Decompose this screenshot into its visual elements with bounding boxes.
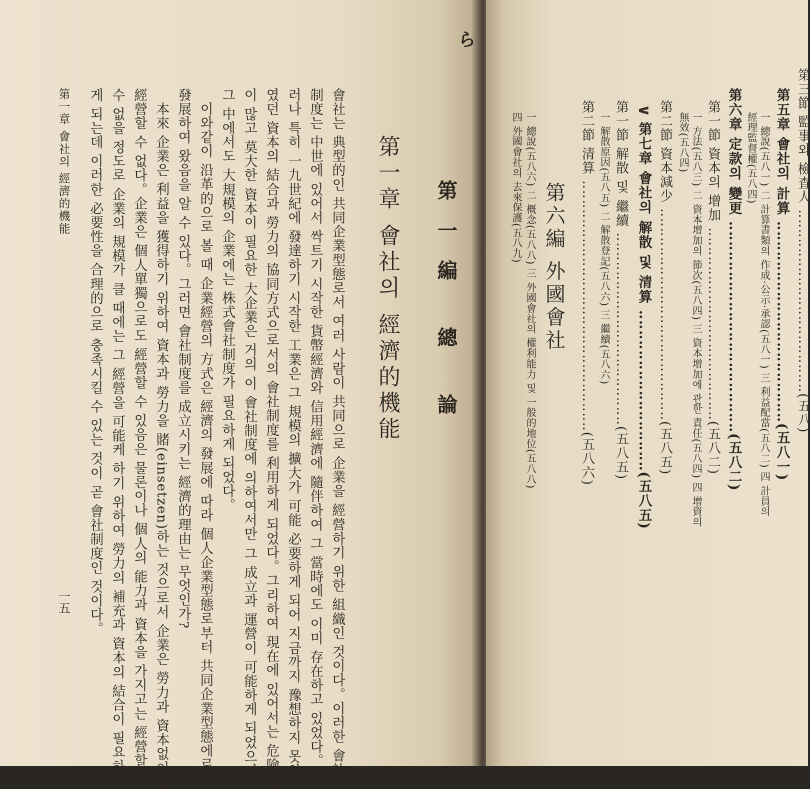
running-head: 第一章 會社의 經濟的機能 [57,88,72,235]
toc-entry: 一 方法(五八三) 二 資本增加의 節次(五八四) 三 資本增加에 관한 責任(五八四) 四 增資의 [690,112,701,528]
toc-entry: 無效(五八四) [677,112,688,173]
toc-entry: 一 總說(五八六) 二 概念(五八八) 三 外國會社의 權利能力 및 一般的地位(五八八) [524,112,535,489]
paragraph-line: 本來 企業은 利益을 獲得하기 위하여 資本과 勞力을 賭(einsetzen)하는 것으로서 企業은 勞力과 資本없이는 [153,102,169,789]
toc-entry: 一 總說(五八一) 二 計算書類의 作成·公示·承認(五八一) 三 利益配當(五八二) 四 計員의 [758,112,769,517]
page-number: 一五 [57,590,71,614]
part-heading: 第一編 總 論 [434,180,458,434]
toc-entry: 第六章 定款의 變更 ‥‥‥‥‥‥‥‥‥‥‥‥‥‥‥‥‥‥‥‥‥(五八二) [725,88,742,492]
paragraph-line: 였던 資本의 結合과 勞力의 協同方式으로서의 會社制度를 利用하게 되었다。그리하여 現在에 있어서는 危險性 [263,88,279,787]
handwritten-mark: ら [455,30,476,48]
paragraph-line: 그 中에서도 大規模의 企業에는 株式會社制度가 필요하게 되었다。 [219,88,235,513]
toc-entry: 第二節 資本減少 ‥‥‥‥‥‥‥‥‥‥‥‥‥‥‥‥‥‥‥‥‥‥(五八五) [657,100,672,476]
toc-entry: 第三節 監事와 檢査人 ‥‥‥‥‥‥‥‥‥‥‥‥‥‥‥‥‥‥‥(五八) [795,68,810,434]
toc-part-heading: 第六編 外國會社 [542,182,566,353]
paragraph-line: 經營할 수 없다。企業은 個人單獨으로도 經營할 수 있음은 물론이나 個人의 能力과 資本을 가지고는 經營할 [131,88,147,768]
toc-entry: 第一節 資本의 增加 ‥‥‥‥‥‥‥‥‥‥‥‥‥‥‥‥‥‥‥‥(五八二) [705,100,720,475]
toc-entry: 第一節 解散 및 繼續 ‥‥‥‥‥‥‥‥‥‥‥‥‥‥‥‥‥‥‥‥(五八五) [613,100,628,481]
toc-entry: 一 解散原因(五八五) 二 解散登記(五八六) 三 繼續(五八六) [598,112,609,385]
paragraph-line: 會社는 典型的인 共同企業型態로서 여러 사람이 共同으로 企業을 經營하기 위한 組織인 것이다。이러한 會社 [329,88,345,778]
paragraph-line: 制度는 中世에 있어서 싹트기 시작한 貨幣經濟와 信用經濟에 隨伴하여 그 當時에도 이미 存在하고 있었다。그 [307,88,323,782]
right-page [455,0,810,766]
chapter-heading: 第一章 會社의 經濟的機能 [375,135,400,443]
toc-entry: 經理監督權(五八四) [745,112,756,204]
paragraph-line: 수 없을 정도로 企業의 規模가 클 때에는 그 經營을 可能케 하기 위하여 勞力의 補充과 資本의 結合이 필요하 [109,88,125,774]
check-mark-icon: ∨ [635,104,654,117]
paragraph-line: 게 되는데 이러한 必要性을 合理的으로 충족시킬 수 있는 것이 곧 會社制度인 것이다。 [87,88,103,637]
paragraph-line: 發展하여 왔음을 알 수 있다。그러면 會社制度를 成立시키는 經濟的理由는 무엇인가? [175,88,191,630]
toc-entry: 第七章 會社의 解散 및 清算 ‥‥‥‥‥‥‥‥‥‥‥‥‥‥‥‥(五八五) [635,122,652,530]
toc-entry: 四 外國會社의 去來保護(五八九) [510,112,521,263]
toc-entry: 第五章 會社의 計算 ‥‥‥‥‥‥‥‥‥‥‥‥‥‥‥‥‥‥‥‥(五八一) [773,88,790,482]
toc-entry: 第二節 清算 ‥‥‥‥‥‥‥‥‥‥‥‥‥‥‥‥‥‥‥‥‥‥‥‥‥‥(五八六) [579,100,594,486]
paragraph-line: 러나 특히 一九世紀에 發達하기 시작한 工業은 그 規模의 擴大가 可能 必要하게 되어 지금까지 豫想하지 못하 [285,88,301,778]
paragraph-line: 이와같이 沿革的으로 볼 때 企業經營의 方式은 經濟의 發展에 따라 個人企業型態로부터 共同企業型態에로 [197,102,213,772]
paragraph-line: 이 많고 莫大한 資本이 필요한 大企業은 거의 이 會社制度에 의하여서만 그 成立과 運營이 可能하게 되었으며 [241,88,257,778]
